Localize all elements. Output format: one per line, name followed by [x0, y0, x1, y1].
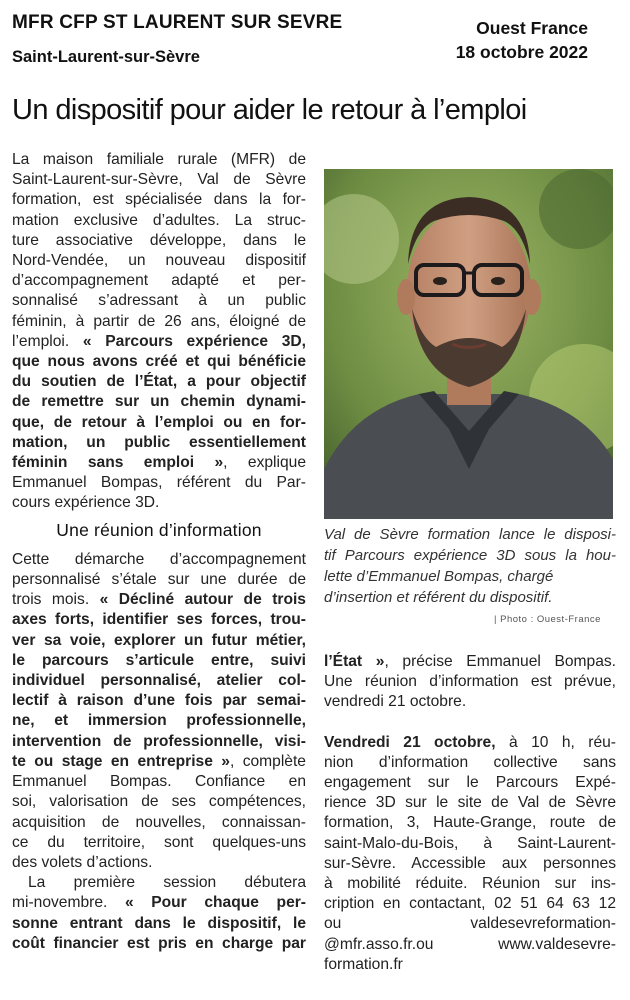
article-headline: Un dispositif pour aider le retour à l’emploi: [12, 94, 527, 126]
text-line: [324, 733, 616, 753]
text-line: sonnalisé s’adressant à un public: [12, 292, 306, 310]
organization-name: MFR CFP ST LAURENT SUR SEVRE: [12, 12, 343, 33]
quote-line: le parcours s’articule entre, suivi: [12, 651, 306, 669]
caption-line: lette d’Emmanuel Bompas, chargé: [324, 568, 554, 585]
text-line: Cette démarche d’accompagnement: [12, 550, 306, 568]
text-line: @mfr.asso.fr.ou www.valdesevre-: [324, 935, 616, 953]
source-name: Ouest France: [476, 18, 588, 38]
quote-line: du soutien de l’État, a pour objectif: [12, 373, 306, 391]
text-line: saint-Malo-du-Bois, à Saint-Laurent-: [324, 834, 616, 852]
text-run: trois mois.: [12, 591, 100, 609]
quote-line: ne, et immersion professionnelle,: [12, 712, 306, 730]
paragraph-session: [12, 873, 306, 954]
quote-line: de remettre sur un chemin dynami-: [12, 393, 306, 411]
text-line: ce du territoire, sont quelques-uns: [12, 833, 306, 851]
text-line: [12, 590, 306, 610]
quote-text: « Pour chaque per-: [124, 894, 307, 912]
text-run: , précise Emmanuel Bompas.: [384, 653, 616, 670]
text-line: formation, 3, Haute-Grange, route de: [324, 814, 616, 832]
publication-date: 18 octobre 2022: [455, 42, 588, 62]
text-run: l’emploi.: [12, 332, 83, 350]
text-line: Emmanuel Bompas, référent du Par-: [12, 474, 306, 492]
text-line: La première session débutera: [28, 874, 306, 892]
quote-text: l’État »: [324, 653, 385, 670]
text-line: à mobilité réduite. Réunion sur ins-: [324, 875, 616, 893]
text-line: ture associative développe, dans le: [12, 231, 306, 249]
text-line: des volets d’actions.: [12, 853, 153, 871]
text-line: Emmanuel Bompas. Confiance en: [12, 773, 306, 791]
event-date: Vendredi 21 octobre,: [324, 733, 496, 751]
text-line: vendredi 21 octobre.: [324, 693, 467, 711]
text-run: mi-novembre.: [12, 894, 125, 912]
text-run: à 10 h, réu-: [495, 733, 616, 751]
text-line: [12, 332, 306, 352]
location-name: Saint-Laurent-sur-Sèvre: [12, 48, 200, 66]
quote-line: lectif à raison d’une fois par semai-: [12, 692, 306, 710]
text-line: Une réunion d’information est prévue,: [324, 673, 616, 691]
paragraph-event: [324, 733, 616, 975]
quote-text: te ou stage en entreprise »: [12, 752, 230, 770]
text-line: [324, 652, 616, 672]
photo-credit: | Photo : Ouest-France: [494, 614, 601, 625]
photo-caption: [324, 524, 616, 608]
text-line: formation, est spécialisée dans la for-: [12, 191, 306, 209]
text-line: rience 3D sur le site de Val de Sèvre: [324, 794, 616, 812]
quote-line: individuel personnalisé, atelier col-: [12, 672, 306, 690]
article-header-right: [456, 16, 588, 64]
text-line: [12, 893, 306, 913]
quote-line: axes forts, identifier ses forces, trou-: [12, 611, 306, 629]
quote-text: « Parcours expérience 3D,: [82, 332, 306, 350]
text-line: [12, 752, 306, 772]
quote-line: mation, un public essentiellement: [12, 433, 306, 451]
article-column-right: [324, 652, 616, 975]
quote-text: féminin sans emploi »: [12, 454, 224, 472]
paragraph-intro: [12, 150, 306, 514]
portrait-illustration: [324, 169, 613, 519]
text-line: nion d’information collective sans: [324, 753, 616, 771]
text-line: cription en contactant, 02 51 64 63 12: [324, 895, 616, 913]
text-line: Saint-Laurent-sur-Sèvre, Val de Sèvre: [12, 171, 306, 189]
text-line: sur-Sèvre. Accessible aux personnes: [324, 854, 616, 872]
quote-line: intervention de professionnelle, visi-: [12, 732, 306, 750]
portrait-photo: [324, 169, 613, 519]
paragraph-gap: [324, 713, 616, 733]
text-run: , complète: [229, 752, 306, 770]
text-line: formation.fr: [324, 955, 403, 973]
text-line: féminin, à partir de 26 ans, éloigné de: [12, 312, 306, 330]
text-line: ou valdesevreformation-: [324, 915, 616, 933]
text-run: , explique: [223, 454, 306, 472]
article-header-left: [12, 12, 342, 67]
quote-line: sonne entrant dans le dispositif, le: [12, 914, 306, 932]
section-subheading: Une réunion d’information: [56, 519, 262, 540]
text-line: personnalisé s’étale sur une durée de: [12, 571, 306, 589]
quote-line: que, de retour à l’emploi ou en for-: [12, 413, 306, 431]
text-line: mation exclusive d’adultes. La struc-: [12, 211, 306, 229]
quote-line: ver sa voie, explorer un futur métier,: [12, 631, 306, 649]
text-line: d’accompagnement adapté et per-: [12, 272, 306, 290]
text-line: engagement sur le Parcours Expé-: [324, 774, 616, 792]
text-line: acquisition de nouvelles, connaissan-: [12, 813, 306, 831]
text-line: [12, 453, 306, 473]
text-line: cours expérience 3D.: [12, 494, 160, 512]
quote-text: « Décliné autour de trois: [99, 591, 306, 609]
paragraph-meeting: [12, 550, 306, 873]
text-line: Nord-Vendée, un nouveau dispositif: [12, 252, 306, 270]
caption-line: d’insertion et référent du dispositif.: [324, 589, 553, 606]
article-column-left: [12, 150, 306, 954]
text-line: La maison familiale rurale (MFR) de: [12, 151, 306, 168]
quote-line: que nous avons créé et qui bénéficie: [12, 353, 306, 371]
text-line: soi, valorisation de ses compétences,: [12, 793, 306, 811]
caption-line: tif Parcours expérience 3D sous la hou-: [324, 547, 616, 564]
caption-line: Val de Sèvre formation lance le disposi-: [324, 526, 616, 543]
quote-line: coût financier est pris en charge par: [12, 934, 306, 952]
